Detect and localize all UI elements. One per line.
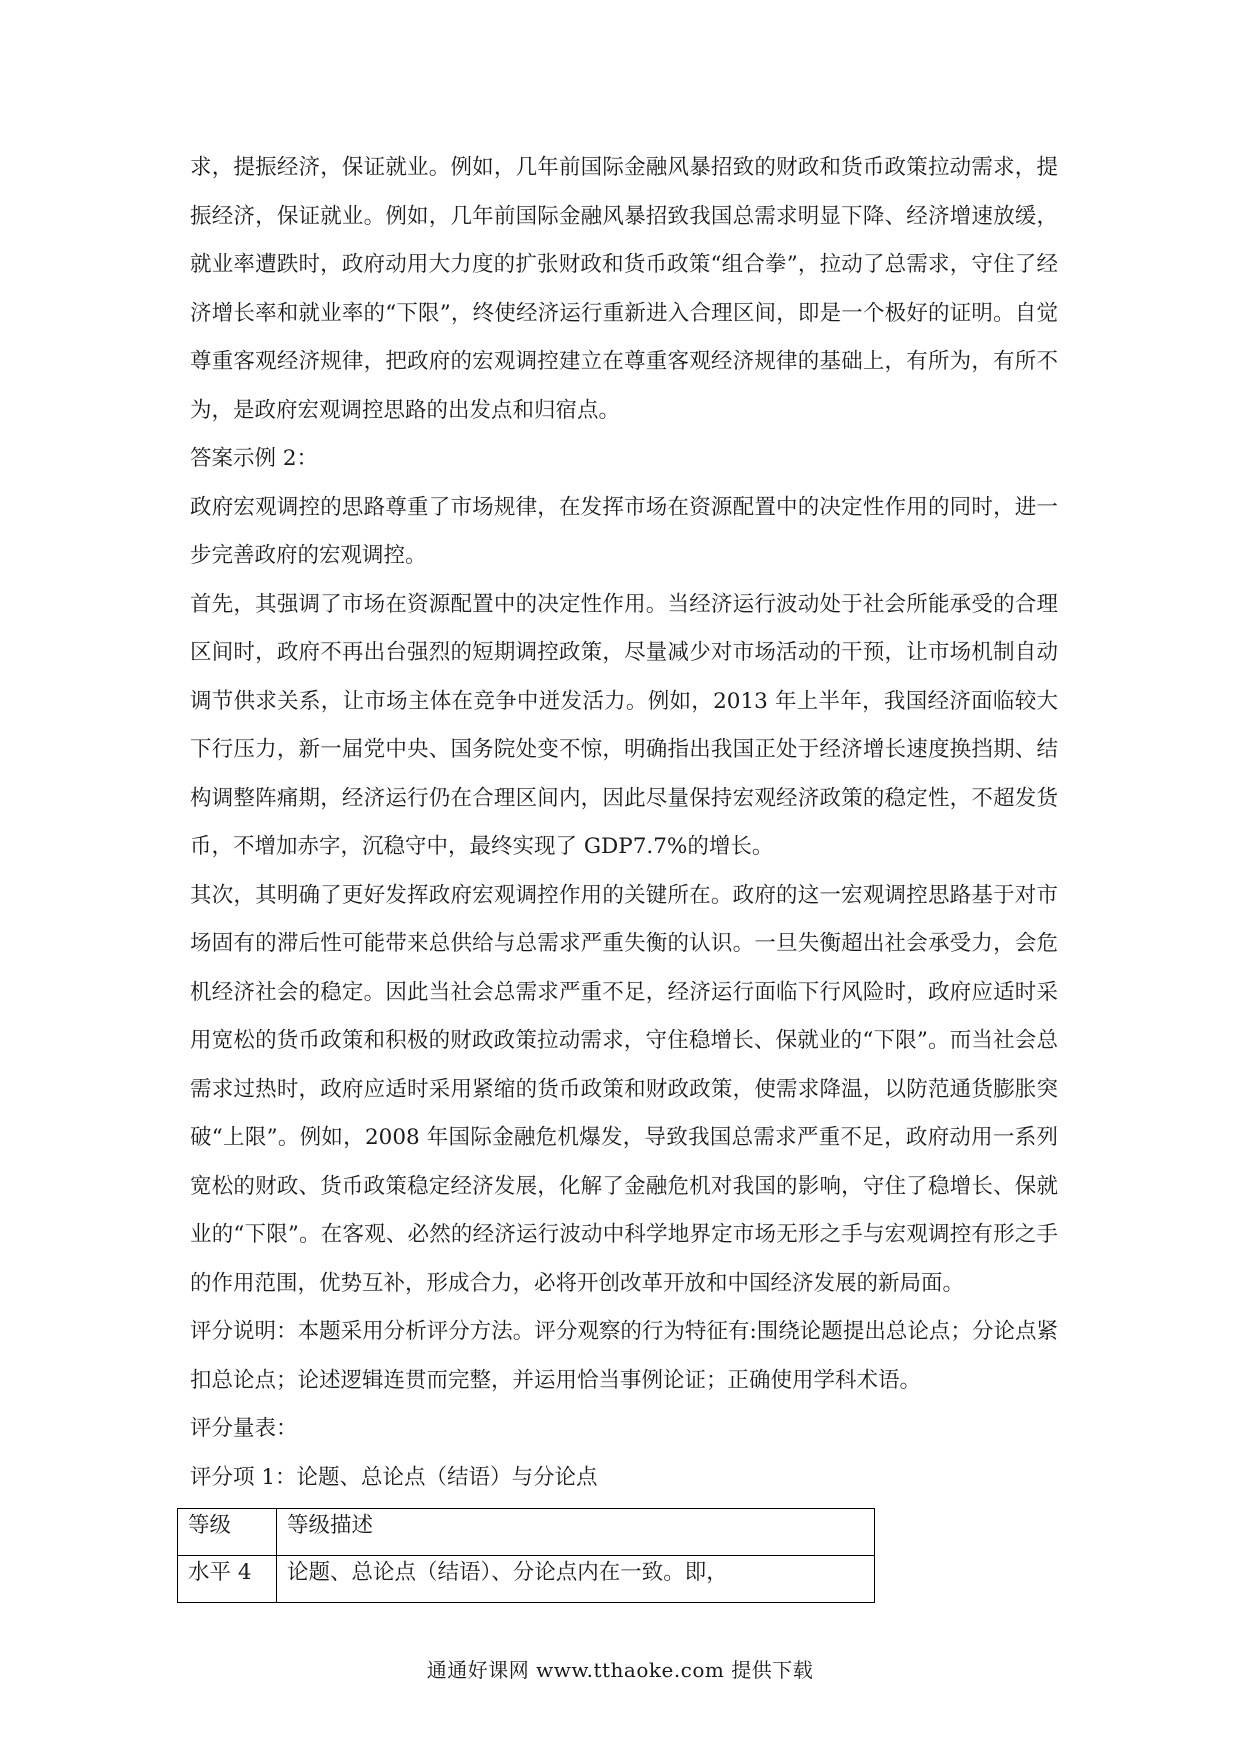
scoring-instructions: 评分说明：本题采用分析评分方法。评分观察的行为特征有:围绕论题提出总论点；分论点紧扣总论点；论述逻辑连贯而完整，并运用恰当事例论证；正确使用学科术语。	[190, 1319, 1058, 1393]
table-cell-description: 论题、总论点（结语）、分论点内在一致。即，	[277, 1556, 875, 1603]
table-header-row	[178, 1509, 875, 1556]
page-footer: 通通好课网 www.tthaoke.com 提供下载	[426, 1658, 814, 1682]
table-header-description: 等级描述	[277, 1509, 875, 1556]
paragraph-continuation: 求，提振经济，保证就业。例如，几年前国际金融风暴招致的财政和货币政策拉动需求，提振经济，保证就业。例如，几年前国际金融风暴招致我国总需求明显下降、经济增速放缓，就业率遭跌时，政府动用大力度的扩张财政和货币政策“组合拳”，拉动了总需求，守住了经济增长率和就业率的“下限”，终使经济运行重新进入合理区间，即是一个极好的证明。自觉尊重客观经济规律，把政府的宏观调控建立在尊重客观经济规律的基础上，有所为，有所不为，是政府宏观调控思路的出发点和归宿点。	[190, 155, 1058, 423]
answer-example-heading: 答案示例 2：	[190, 446, 319, 471]
page-body	[190, 144, 1058, 1603]
paragraph-first-point: 首先，其强调了市场在资源配置中的决定性作用。当经济运行波动处于社会所能承受的合理区间时，政府不再出台强烈的短期调控政策，尽量减少对市场活动的干预，让市场机制自动调节供求关系，让市场主体在竞争中迸发活力。例如，2013 年上半年，我国经济面临较大下行压力，新一届党中央、国务院处变不惊，明确指出我国正处于经济增长速度换挡期、结构调整阵痛期，经济运行仍在合理区间内，因此尽量保持宏观经济政策的稳定性，不超发货币，不增加赤字，沉稳守中，最终实现了 GDP7.7%的增长。	[190, 591, 1058, 859]
scoring-scale-heading: 评分量表：	[190, 1416, 298, 1441]
table-cell-level: 水平 4	[178, 1556, 277, 1603]
scoring-item-heading: 评分项 1：论题、总论点（结语）与分论点	[190, 1464, 598, 1490]
table-header-level: 等级	[178, 1509, 277, 1556]
paragraph-second-point: 其次，其明确了更好发挥政府宏观调控作用的关键所在。政府的这一宏观调控思路基于对市场固有的滞后性可能带来总供给与总需求严重失衡的认识。一旦失衡超出社会承受力，会危机经济社会的稳定。因此当社会总需求严重不足，经济运行面临下行风险时，政府应适时采用宽松的货币政策和积极的财政政策拉动需求，守住稳增长、保就业的“下限”。而当社会总需求过热时，政府应适时采用紧缩的货币政策和财政政策，使需求降温，以防范通货膨胀突破“上限”。例如，2008 年国际金融危机爆发，导致我国总需求严重不足，政府动用一系列宽松的财政、货币政策稳定经济发展，化解了金融危机对我国的影响，守住了稳增长、保就业的“下限”。在客观、必然的经济运行波动中科学地界定市场无形之手与宏观调控有形之手的作用范围，优势互补，形成合力，必将开创改革开放和中国经济发展的新局面。	[190, 882, 1058, 1296]
table-row	[178, 1556, 875, 1603]
paragraph-thesis: 政府宏观调控的思路尊重了市场规律，在发挥市场在资源配置中的决定性作用的同时，进一步完善政府的宏观调控。	[190, 494, 1058, 568]
rubric-table	[177, 1508, 875, 1603]
